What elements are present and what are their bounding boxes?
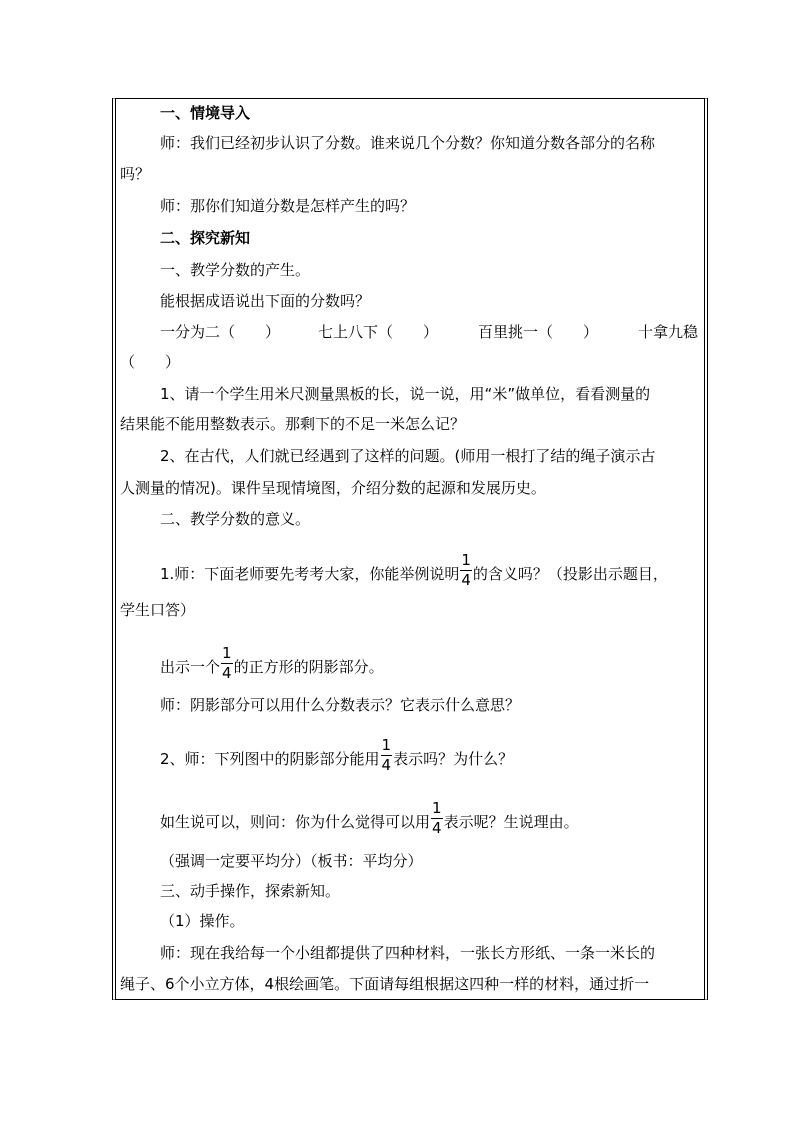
paragraph-line: 师：那你们知道分数是怎样产生的吗？ (160, 197, 416, 215)
idiom-blank: （ ） (120, 353, 181, 371)
question-text: 出示一个 (160, 658, 221, 676)
fraction-one-quarter (460, 553, 472, 588)
fraction-denominator: 4 (461, 571, 471, 589)
paragraph-line: 2、在古代，人们就已经遇到了这样的问题。(师用一根打了结的绳子演示古 (160, 447, 656, 465)
paragraph-line: 师：阴影部分可以用什么分数表示？它表示什么意思？ (160, 696, 521, 714)
question-text: 2、师：下列图中的阴影部分能用 (160, 750, 380, 768)
paragraph-line: 师：我们已经初步认识了分数。谁来说几个分数？你知道分数各部分的名称 (160, 134, 656, 152)
idiom-item: 十拿九稳 (638, 323, 699, 341)
question-text: 表示吗？为什么？ (393, 750, 514, 768)
paragraph-line: 吗？ (120, 165, 151, 183)
question-text: 1.师：下面老师要先考考大家，你能举例说明 (160, 565, 460, 583)
fraction-numerator: 1 (381, 736, 392, 754)
fraction-denominator: 4 (432, 819, 442, 837)
subsection-label: （1）操作。 (160, 912, 245, 930)
paragraph-line: 绳子、6个小立方体，4根绘画笔。下面请每组根据这四种一样的材料，通过折一 (120, 975, 650, 993)
fraction-one-quarter (381, 738, 393, 773)
question-text: 如生说可以，则问：你为什么觉得可以用 (160, 813, 431, 831)
question-line (160, 736, 514, 777)
question-text: 的正方形的阴影部分。 (233, 658, 384, 676)
idiom-item: 七上八下（ ） (318, 323, 439, 341)
paragraph-line: 学生口答） (120, 601, 196, 619)
fraction-one-quarter (431, 801, 443, 836)
question-text: 表示呢？生说理由。 (443, 813, 579, 831)
paragraph-line: 人测量的情况)。课件呈现情境图，介绍分数的起源和发展历史。 (120, 479, 546, 497)
fraction-numerator: 1 (461, 551, 471, 569)
question-line (160, 799, 579, 840)
subsection-title: 一、教学分数的产生。 (160, 261, 311, 279)
fraction-numerator: 1 (222, 644, 232, 662)
subsection-title: 二、教学分数的意义。 (160, 510, 311, 528)
paragraph-line: 1、请一个学生用米尺测量黑板的长，说一说，用“米”做单位，看看测量的 (160, 385, 651, 403)
paragraph-line: 结果能不能用整数表示。那剩下的不足一米怎么记？ (120, 415, 466, 433)
paragraph-line: 师：现在我给每一个小组都提供了四种材料，一张长方形纸、一条一米长的 (160, 944, 656, 962)
fraction-one-quarter (221, 646, 233, 681)
fraction-denominator: 4 (381, 756, 392, 774)
paragraph-line: （强调一定要平均分）（板书：平均分） (160, 852, 423, 870)
idiom-item: 百里挑一（ ） (478, 323, 599, 341)
question-line (160, 551, 668, 592)
section-heading-intro: 一、情境导入 (160, 104, 251, 122)
question-line (160, 644, 384, 685)
subsection-title: 三、动手操作，探索新知。 (160, 882, 341, 900)
section-heading-explore: 二、探究新知 (160, 229, 251, 247)
paragraph-line: 能根据成语说出下面的分数吗？ (160, 292, 371, 310)
idiom-item: 一分为二（ ） (160, 323, 281, 341)
question-text: 的含义吗？（投影出示题目， (472, 565, 668, 583)
fraction-numerator: 1 (432, 799, 442, 817)
fraction-denominator: 4 (222, 664, 232, 682)
